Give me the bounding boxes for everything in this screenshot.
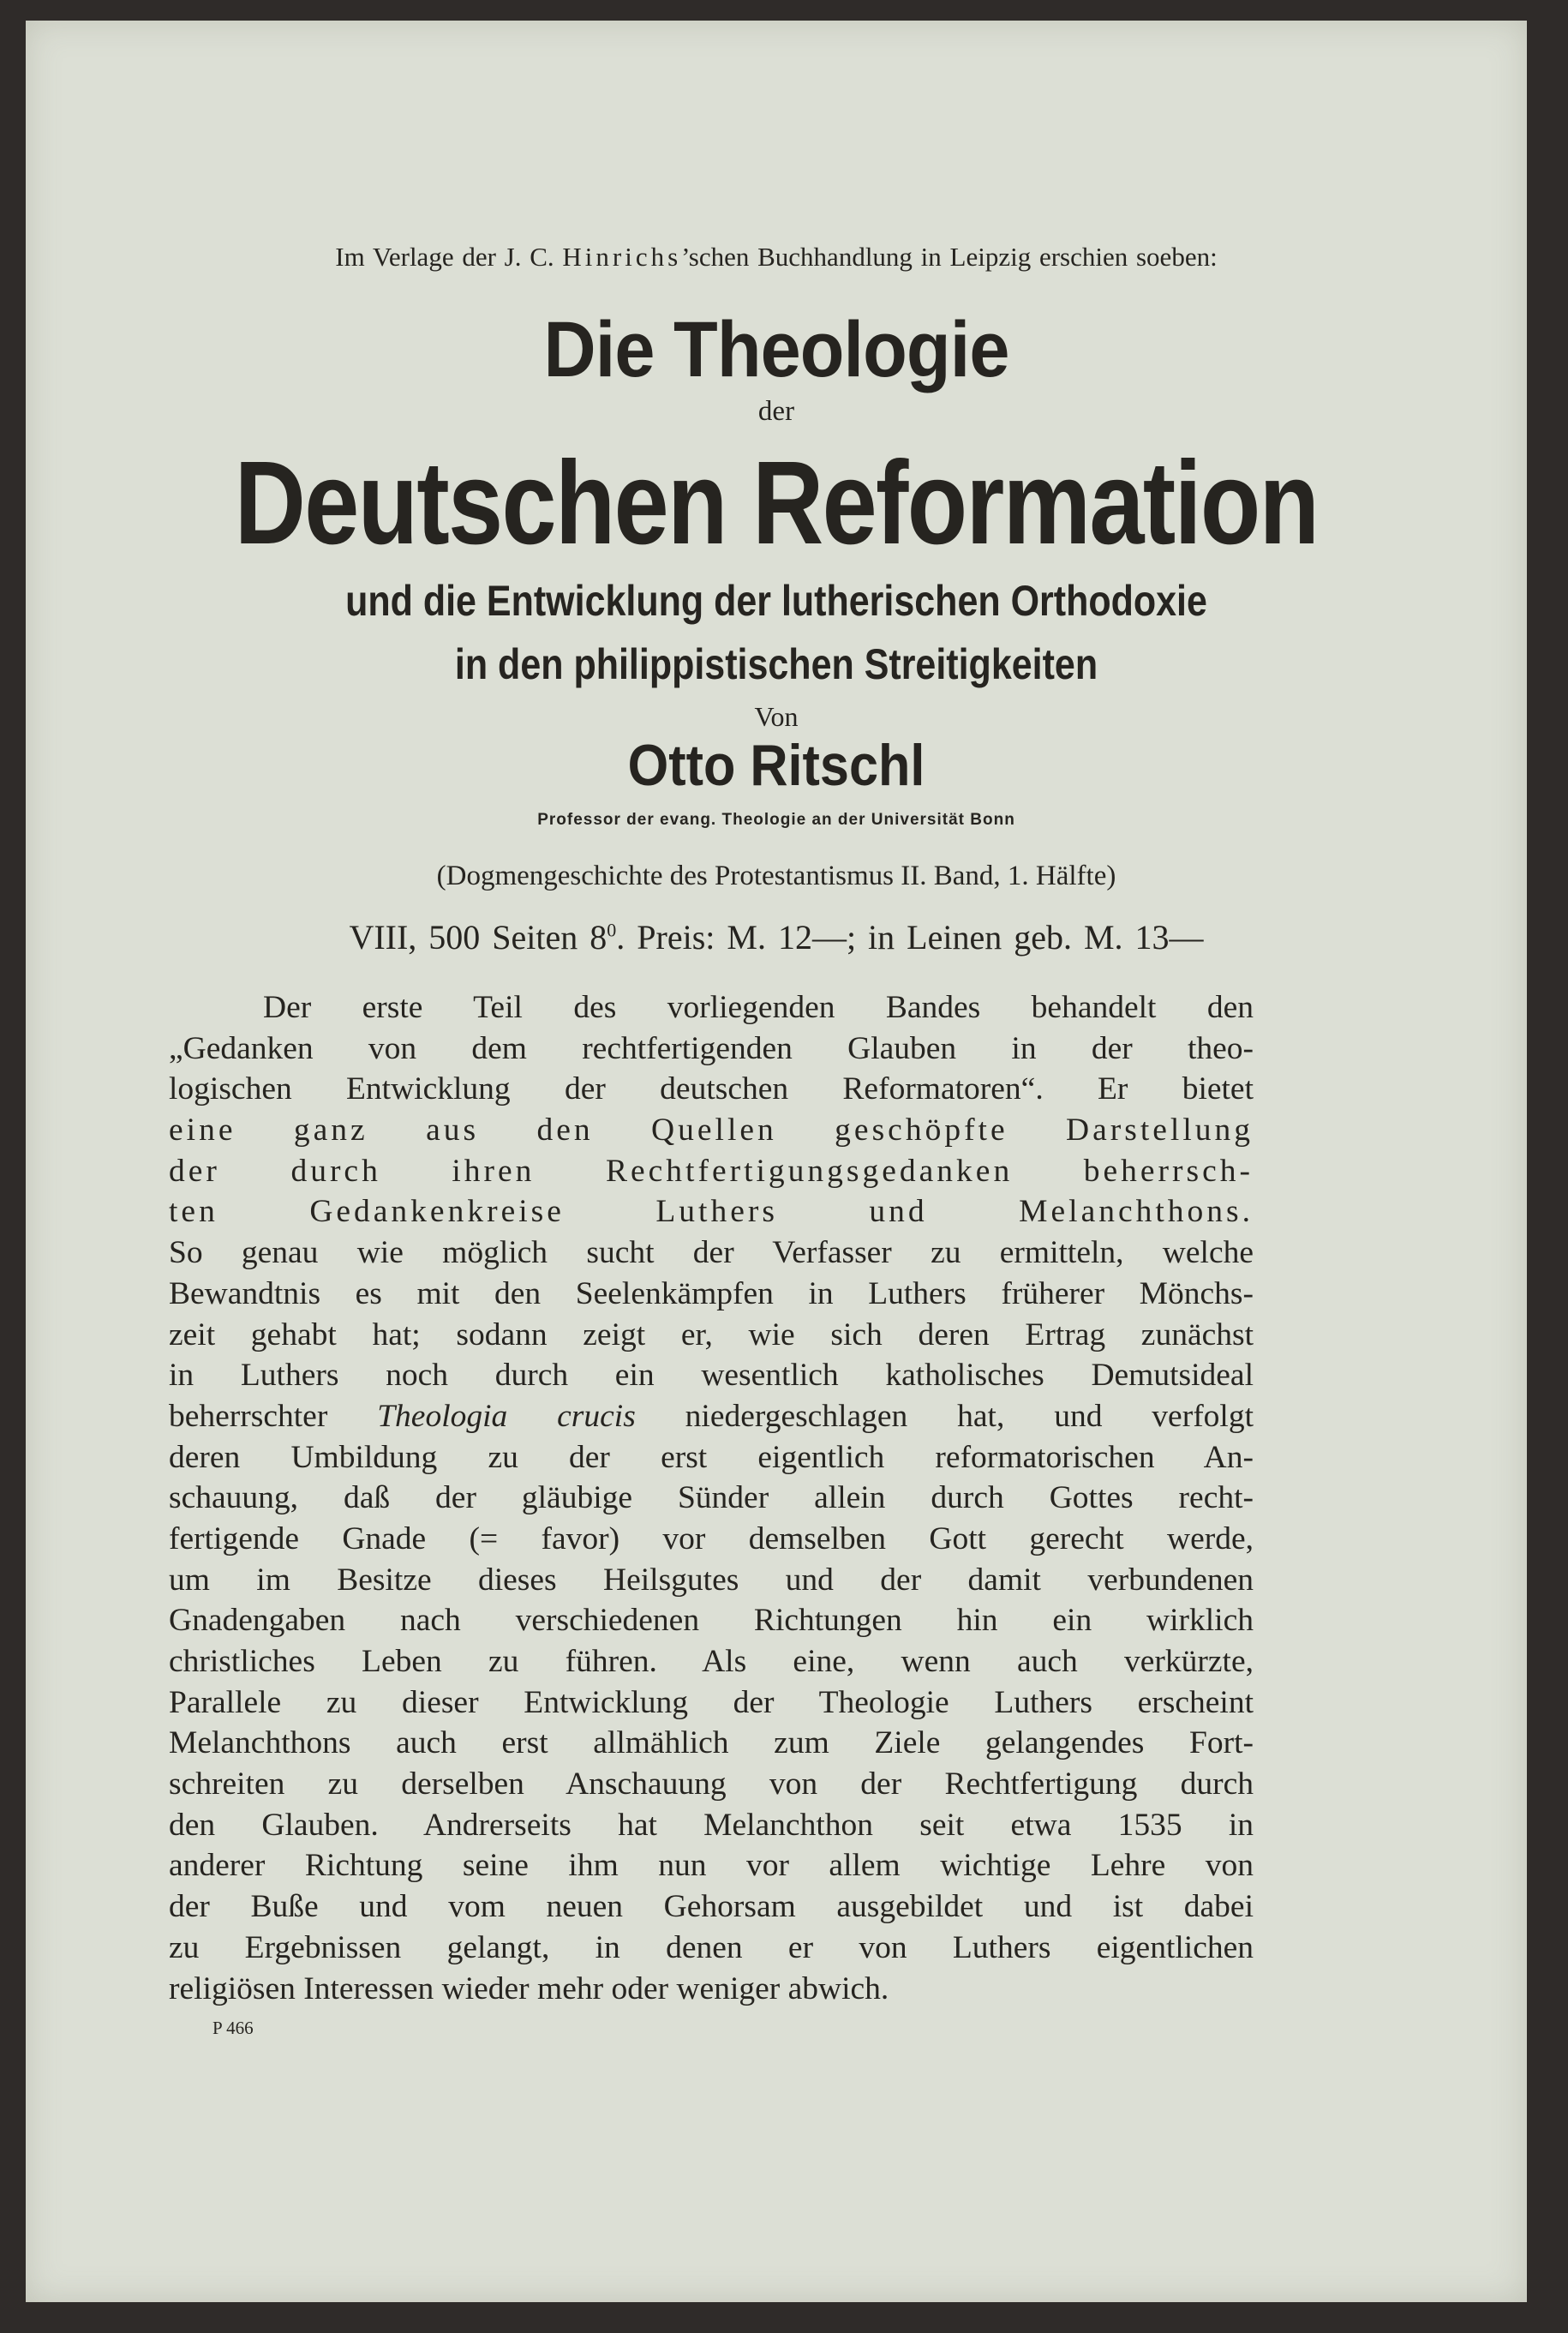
text-line: in Luthers noch durch ein wesentlich katholisches Demutsideal xyxy=(169,1358,1254,1394)
subtitle-line-1: und die Entwicklung der lutherischen Orthodoxie xyxy=(345,577,1207,625)
text-line: Melanchthons auch erst allmählich zum Ziele gelangendes Fort- xyxy=(169,1725,1254,1761)
publisher-name: Hinrichs xyxy=(562,242,682,272)
text-line: um im Besitze dieses Heilsgutes und der damit verbundenen xyxy=(169,1562,1254,1598)
text-line: der durch ihren Rechtfertigungsgedanken beherrsch- xyxy=(169,1153,1254,1189)
description-paragraph xyxy=(169,987,1254,2009)
text-line: logischen Entwicklung der deutschen Reformatoren“. Er bietet xyxy=(169,1071,1254,1107)
text-line: zu Ergebnissen gelangt, in denen er von Luthers eigentlichen xyxy=(169,1929,1254,1965)
document-page xyxy=(26,21,1527,2302)
print-code: P 466 xyxy=(212,2018,254,2038)
text-line: Parallele zu dieser Entwicklung der Theologie Luthers erscheint xyxy=(169,1684,1254,1720)
text-line: schreiten zu derselben Anschauung von der Rechtfertigung durch xyxy=(169,1766,1254,1802)
text-line: schauung, daß der gläubige Sünder allein durch Gottes recht- xyxy=(169,1480,1254,1516)
publisher-line-end: ’schen Buchhandlung in Leipzig erschien soeben: xyxy=(681,242,1218,272)
text-line: ten Gedankenkreise Luthers und Melanchthons. xyxy=(169,1194,1254,1230)
text-line: der Buße und vom neuen Gehorsam ausgebildet und ist dabei xyxy=(169,1889,1254,1925)
text-line: deren Umbildung zu der erst eigentlich reformatorischen An- xyxy=(169,1439,1254,1475)
title-line-2: Deutschen Reformation xyxy=(234,437,1319,569)
book-details xyxy=(26,917,1527,957)
series-note: (Dogmengeschichte des Protestantismus II. Band, 1. Hälfte) xyxy=(436,861,1116,891)
title-line-1: Die Theologie xyxy=(543,306,1009,393)
book-details-price: . Preis: M. 12—; in Leinen geb. M. 13— xyxy=(616,918,1204,957)
text-line xyxy=(169,1396,1254,1437)
text-line: So genau wie möglich sucht der Verfasser zu ermitteln, welche xyxy=(169,1235,1254,1271)
text-line: „Gedanken von dem rechtfertigenden Glauben in der theo- xyxy=(169,1030,1254,1066)
publisher-line xyxy=(26,242,1527,273)
text-line: fertigende Gnade (= favor) vor demselben Gott gerecht werde, xyxy=(169,1520,1254,1556)
text-line: zeit gehabt hat; sodann zeigt er, wie sich deren Ertrag zunächst xyxy=(169,1316,1254,1352)
text-line: Bewandtnis es mit den Seelenkämpfen in Luthers früherer Mönchs- xyxy=(169,1275,1254,1311)
subtitle-line-2: in den philippistischen Streitigkeiten xyxy=(454,640,1098,688)
text-line: Gnadengaben nach verschiedenen Richtungen hin ein wirklich xyxy=(169,1603,1254,1639)
text-line: Der erste Teil des vorliegenden Bandes behandelt den xyxy=(263,990,1254,1025)
text-fragment: beherrschter xyxy=(169,1398,328,1434)
text-line: eine ganz aus den Quellen geschöpfte Darstellung xyxy=(169,1113,1254,1149)
publisher-line-start: Im Verlage der J. C. xyxy=(335,242,554,272)
author-name: Otto Ritschl xyxy=(627,733,925,798)
book-details-format-sup: 0 xyxy=(607,919,617,941)
text-line: christliches Leben zu führen. Als eine, wenn auch verkürzte, xyxy=(169,1644,1254,1679)
text-fragment: niedergeschlagen hat, und verfolgt xyxy=(685,1398,1254,1434)
italic-term: Theologia crucis xyxy=(377,1398,636,1434)
title-connector: der xyxy=(757,396,795,427)
text-line: den Glauben. Andrerseits hat Melanchthon seit etwa 1535 in xyxy=(169,1807,1254,1843)
author-prefix: Von xyxy=(754,701,799,732)
author-role: Professor der evang. Theologie an der Universität Bonn xyxy=(537,811,1015,829)
book-details-pages: VIII, 500 Seiten 8 xyxy=(349,918,607,957)
text-line: anderer Richtung seine ihm nun vor allem wichtige Lehre von xyxy=(169,1848,1254,1884)
text-line: religiösen Interessen wieder mehr oder weniger abwich. xyxy=(169,1970,889,2006)
